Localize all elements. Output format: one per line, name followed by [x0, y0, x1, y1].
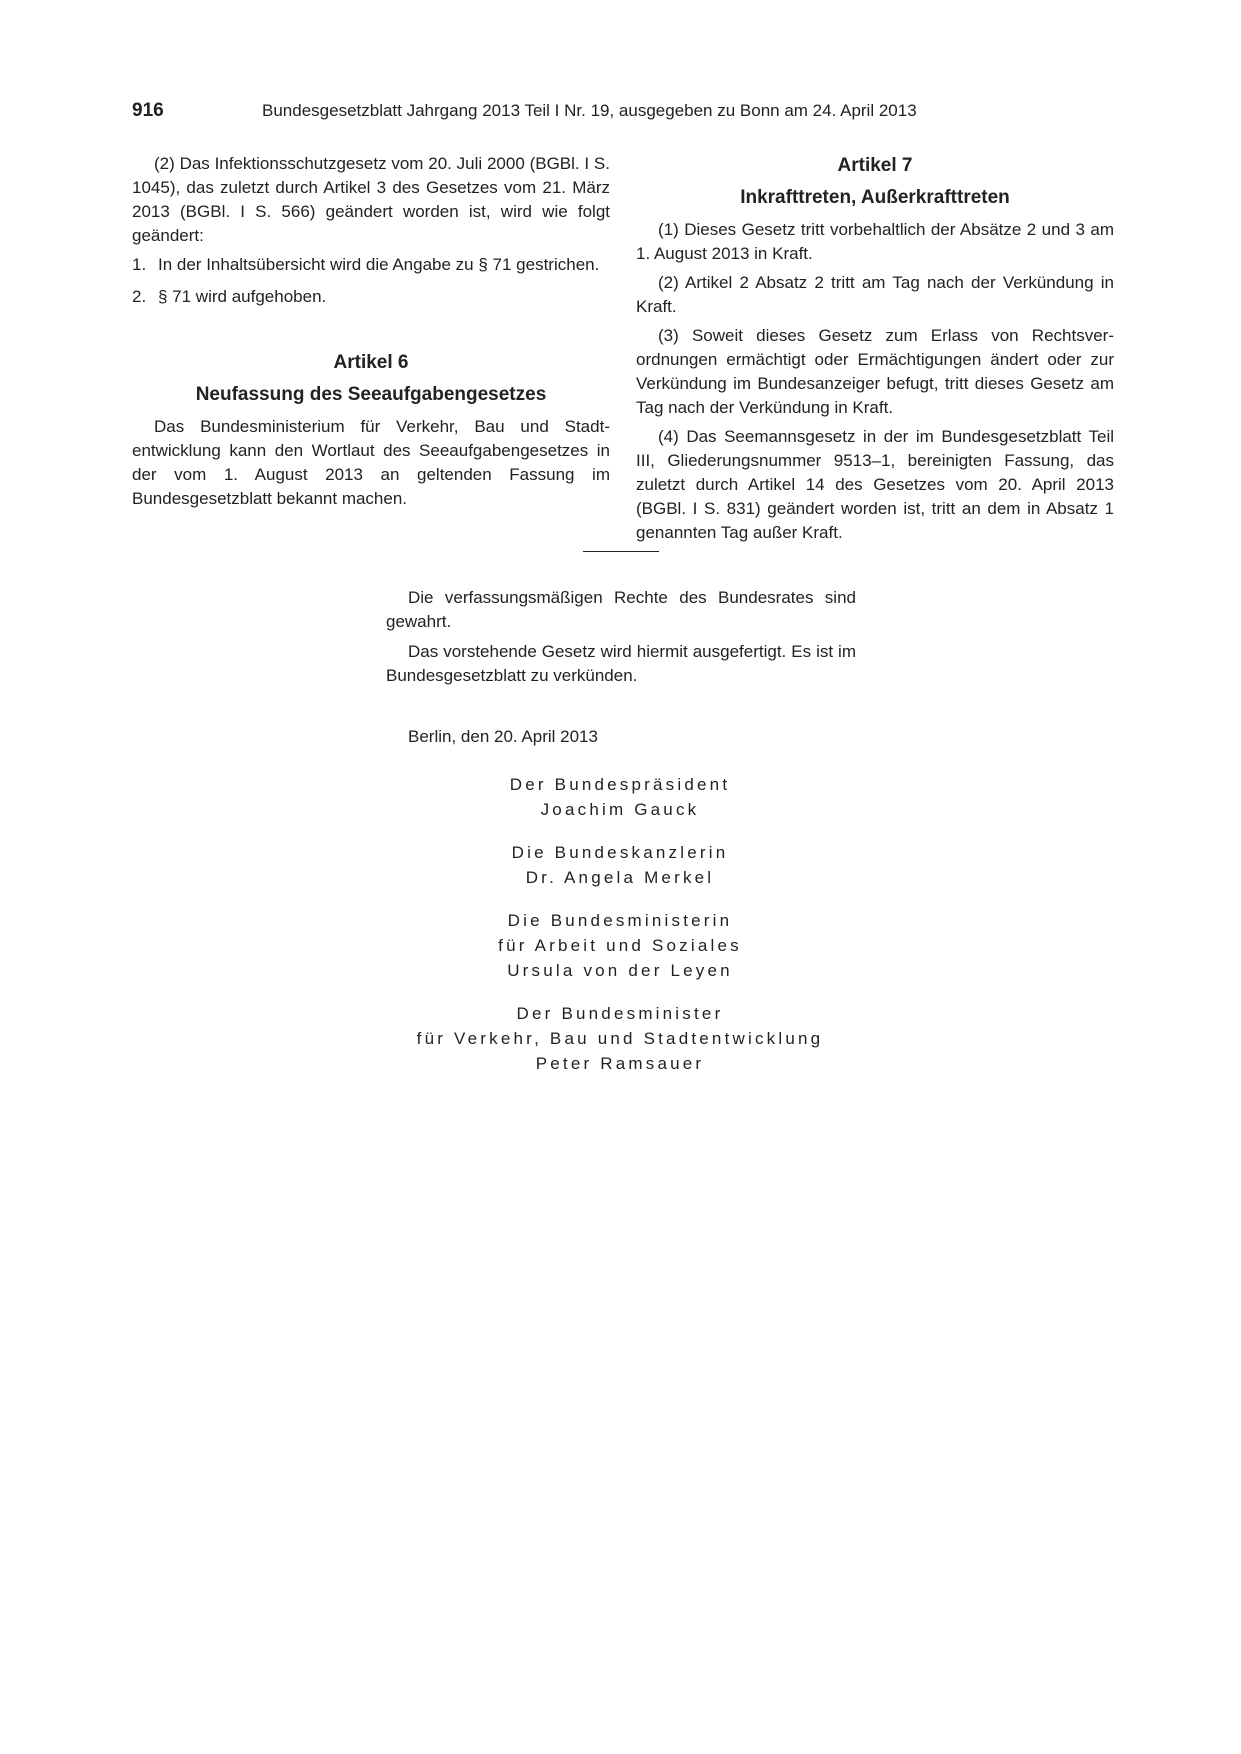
list-text: § 71 wird aufgehoben.: [158, 287, 327, 306]
list-text: In der Inhaltsübersicht wird die Angabe zu § 71 gestrichen.: [158, 255, 600, 274]
article-7-paragraph: (2) Artikel 2 Absatz 2 tritt am Tag nach der Verkündung in Kraft.: [636, 273, 1114, 316]
closing-paragraph: Das vorstehende Gesetz wird hiermit ausgefertigt. Es ist im Bundesgesetzblatt zu verkünden.: [386, 642, 856, 685]
page-number: 916: [132, 100, 164, 121]
section-divider: [583, 551, 659, 552]
signatory-name: Dr. Angela Merkel: [525, 868, 715, 887]
signatory-title: Die Bundesministerin: [507, 911, 733, 930]
gazette-title: Bundesgesetzblatt Jahrgang 2013 Teil I Nr. 19, ausgegeben zu Bonn am 24. April 2013: [262, 101, 917, 120]
signature-block: [320, 772, 920, 822]
left-column: [132, 152, 610, 516]
article-6-text: Das Bundesministerium für Verkehr, Bau und Stadtentwicklung kann den Wortlaut des Seeaufgabengesetzes in der vom 1. August 2013 an geltenden Fassung im Bundesgesetzblatt bekannt machen.: [132, 417, 610, 508]
signing-date: Berlin, den 20. April 2013: [408, 727, 598, 746]
signatory-title: Der Bundespräsident: [509, 775, 731, 794]
article-6-title: Artikel 6: [333, 352, 409, 373]
signature-block: [320, 908, 920, 983]
signatory-portfolio: für Verkehr, Bau und Stadtentwicklung: [416, 1029, 824, 1048]
signature-block: [320, 1001, 920, 1076]
signatory-name: Peter Ramsauer: [535, 1054, 705, 1073]
closing-paragraph: Die verfassungsmäßigen Rechte des Bundesrates sind gewahrt.: [386, 588, 856, 631]
article-7-paragraph: (3) Soweit dieses Gesetz zum Erlass von Rechtsverordnungen ermächtigt oder Ermächtigungen ändert oder zur Verkündung im Bundesanzeiger befugt, tritt dieses Gesetz am Tag nach der Verkündung in Kraft.: [636, 326, 1114, 417]
list-number: 1.: [132, 255, 147, 274]
article-7-paragraph: (4) Das Seemannsgesetz in der im Bundesgesetzblatt Teil III, Gliederungsnummer 9513–1, bereinigten Fassung, das zuletzt durch Artikel 14 des Gesetzes vom 20. April 2013 (BGBl. I S. 831) geändert worden ist, tritt an dem in Absatz 1 genannten Tag außer Kraft.: [636, 427, 1114, 542]
page-header: [132, 100, 1112, 126]
signatory-name: Ursula von der Leyen: [507, 961, 733, 980]
signatory-name: Joachim Gauck: [540, 800, 700, 819]
signatory-title: Der Bundesminister: [516, 1004, 724, 1023]
signature-blocks: [320, 772, 920, 1094]
article-7-heading: Inkrafttreten, Außerkrafttreten: [740, 187, 1010, 208]
closing-formula: [386, 586, 856, 694]
signature-block: [320, 840, 920, 890]
article-6-heading: Neufassung des Seeaufgabengesetzes: [195, 384, 547, 405]
signatory-portfolio: für Arbeit und Soziales: [498, 936, 742, 955]
list-item: [132, 285, 610, 309]
list-number: 2.: [132, 287, 147, 306]
article-7-title: Artikel 7: [837, 155, 913, 176]
right-column: [636, 152, 1114, 550]
amendment-intro: (2) Das Infektionsschutzgesetz vom 20. Juli 2000 (BGBl. I S. 1045), das zuletzt durch Artikel 3 des Gesetzes vom 21. März 2013 (BGBl. I S. 566) geändert worden ist, wird wie folgt geändert:: [132, 154, 610, 245]
article-7-paragraph: (1) Dieses Gesetz tritt vorbehaltlich der Absätze 2 und 3 am 1. August 2013 in Kraft.: [636, 220, 1114, 263]
list-item: [132, 253, 610, 277]
signatory-title: Die Bundeskanzlerin: [511, 843, 729, 862]
